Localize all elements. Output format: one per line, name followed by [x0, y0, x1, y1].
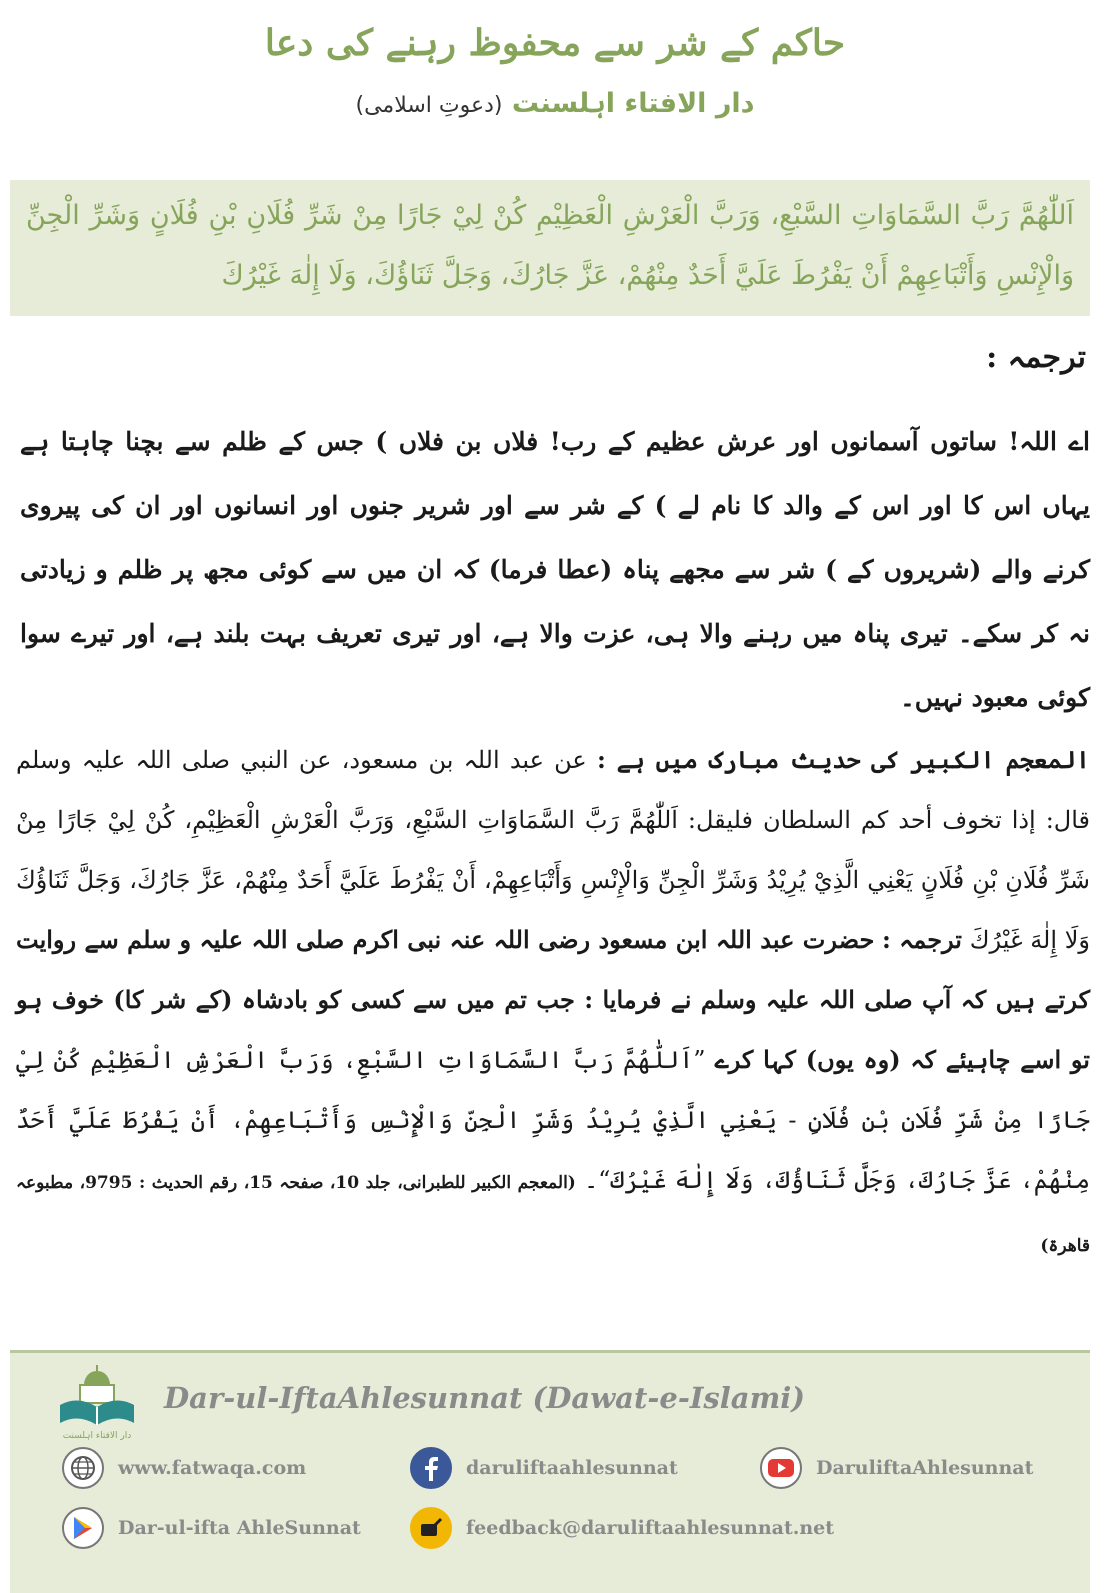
email-link[interactable] [410, 1505, 834, 1551]
youtube-link[interactable] [760, 1445, 1033, 1491]
subtitle-main: دار الافتاء اہلسنت [511, 88, 755, 119]
youtube-icon [760, 1447, 802, 1489]
hadith-translation: حضرت عبد اللہ ابن مسعود رضی اللہ عنہ نبی اکرم صلی اللہ علیہ و سلم سے روایت کرتے ہیں کہ آپ صلی اللہ علیہ وسلم نے فرمایا : جب تم میں سے کسی کو بادشاہ (کے شر کا) خوف ہو تو اسے چاہیئے کہ (وہ یوں) کہا کرے [16, 925, 1090, 1074]
website-link[interactable] [62, 1445, 306, 1491]
translation-text: اے اللہ! ساتوں آسمانوں اور عرش عظیم کے رب! فلاں بن فلاں ) جس کے ظلم سے بچنا چاہتا ہے یہاں اس کا اور اس کے والد کا نام لے ) کے شر سے اور شریر جنوں اور انسانوں اور ان کی پیروی کرنے والے (شریروں کے ) شر سے مجھے پناہ (عطا فرما) کہ ان میں سے کوئی مجھ پر ظلم و زیادتی نہ کر سکے۔ تیری پناہ میں رہنے والا ہی، عزت والا ہے، اور تیری تعریف بہت بلند ہے، اور تیرے سوا کوئی معبود نہیں۔ [20, 427, 1090, 712]
hadith-quote: ”اَللّٰھُمَّ رَبَّ السَّمَاوَاتِ السَّبْعِ، وَرَبَّ الْعَرْشِ الْعَظِيْمِ كُنْ لِيْ جَارًا مِنْ شَرِّ فُلَانِ بْنِ فُلَانٍ - يَعْنِي الَّذِيْ يُرِيْدُ وَشَرِّ الْجِنِّ وَالْإِنْسِ وَأَتْبَاعِهِمْ، أَنْ يَفْرُطَ عَلَيَّ أَحَدٌ مِنْهُمْ، عَزَّ جَارُكَ، وَجَلَّ ثَنَاؤُكَ، وَلَا إِلٰهَ غَيْرُكَ“۔ [16, 1046, 1091, 1194]
darulifta-logo [52, 1365, 142, 1445]
play-store-icon [62, 1507, 104, 1549]
brand-name: Dar-ul-IftaAhlesunnat (Dawat-e-Islami) [164, 1381, 805, 1415]
book-mosque-icon [52, 1365, 142, 1429]
facebook-text: daruliftaahlesunnat [466, 1457, 678, 1479]
facebook-icon [410, 1447, 452, 1489]
playstore-link[interactable] [62, 1505, 361, 1551]
email-text: feedback@daruliftaahlesunnat.net [466, 1517, 835, 1539]
globe-icon [62, 1447, 104, 1489]
hadith-arabic: عن عبد اللہ بن مسعود، عن النبي صلی اللہ علیہ وسلم قال: إذا تخوف أحد كم السلطان فليقل: اَللّٰھُمَّ رَبَّ السَّمَاوَاتِ السَّبْعِ، وَرَبَّ الْعَرْشِ الْعَظِيْمِ، كُنْ لِيْ جَارًا مِنْ شَرِّ فُلَانِ بْنِ فُلَانٍ يَعْنِي الَّذِيْ يُرِيْدُ وَشَرِّ الْجِنِّ وَالْإِنْسِ وَأَتْبَاعِهِمْ، أَنْ يَفْرُطَ عَلَيَّ أَحَدٌ مِنْهُمْ، عَزَّ جَارُكَ، وَجَلَّ ثَنَاؤُكَ وَلَا إِلٰهَ غَيْرُكَ [16, 746, 1091, 954]
page-subtitle [0, 88, 1110, 119]
hadith-reference: (المعجم الکبیر للطبرانی، جلد 10، صفحہ 15، رقم الحدیث : 9795، مطبوعہ قاھرۃ) [16, 1173, 1090, 1256]
dua-text: اَللّٰھُمَّ رَبَّ السَّمَاوَاتِ السَّبْعِ، وَرَبَّ الْعَرْشِ الْعَظِيْمِ كُنْ لِيْ جَارًا مِنْ شَرِّ فُلَانِ بْنِ فُلَانٍ وَشَرِّ الْجِنِّ وَالْإِنْسِ وَأَتْبَاعِهِمْ أَنْ يَفْرُطَ عَلَيَّ أَحَدٌ مِنْهُمْ، عَزَّ جَارُكَ، وَجَلَّ ثَنَاؤُكَ، وَلَا إِلٰهَ غَيْرُكَ [26, 200, 1074, 291]
hadith-section [16, 730, 1090, 1276]
translation-heading: ترجمہ : [986, 340, 1086, 375]
subtitle-paren: (دعوتِ اسلامی) [355, 93, 503, 118]
page-title: حاکم کے شر سے محفوظ رہنے کی دعا [264, 22, 846, 64]
feedback-icon [410, 1507, 452, 1549]
logo-caption: دار الافتاء اہلسنت [62, 1431, 132, 1441]
dua-box [10, 180, 1090, 316]
website-text: www.fatwaqa.com [118, 1457, 307, 1479]
facebook-link[interactable] [410, 1445, 678, 1491]
hadith-lead: المعجم الکبیر کی حدیث مبارک میں ہے : [596, 745, 1090, 774]
footer [10, 1350, 1090, 1593]
playstore-text: Dar-ul-ifta AhleSunnat [118, 1517, 361, 1539]
hadith-translation-label: ترجمہ : [882, 925, 962, 954]
youtube-text: DaruliftaAhlesunnat [816, 1457, 1034, 1479]
